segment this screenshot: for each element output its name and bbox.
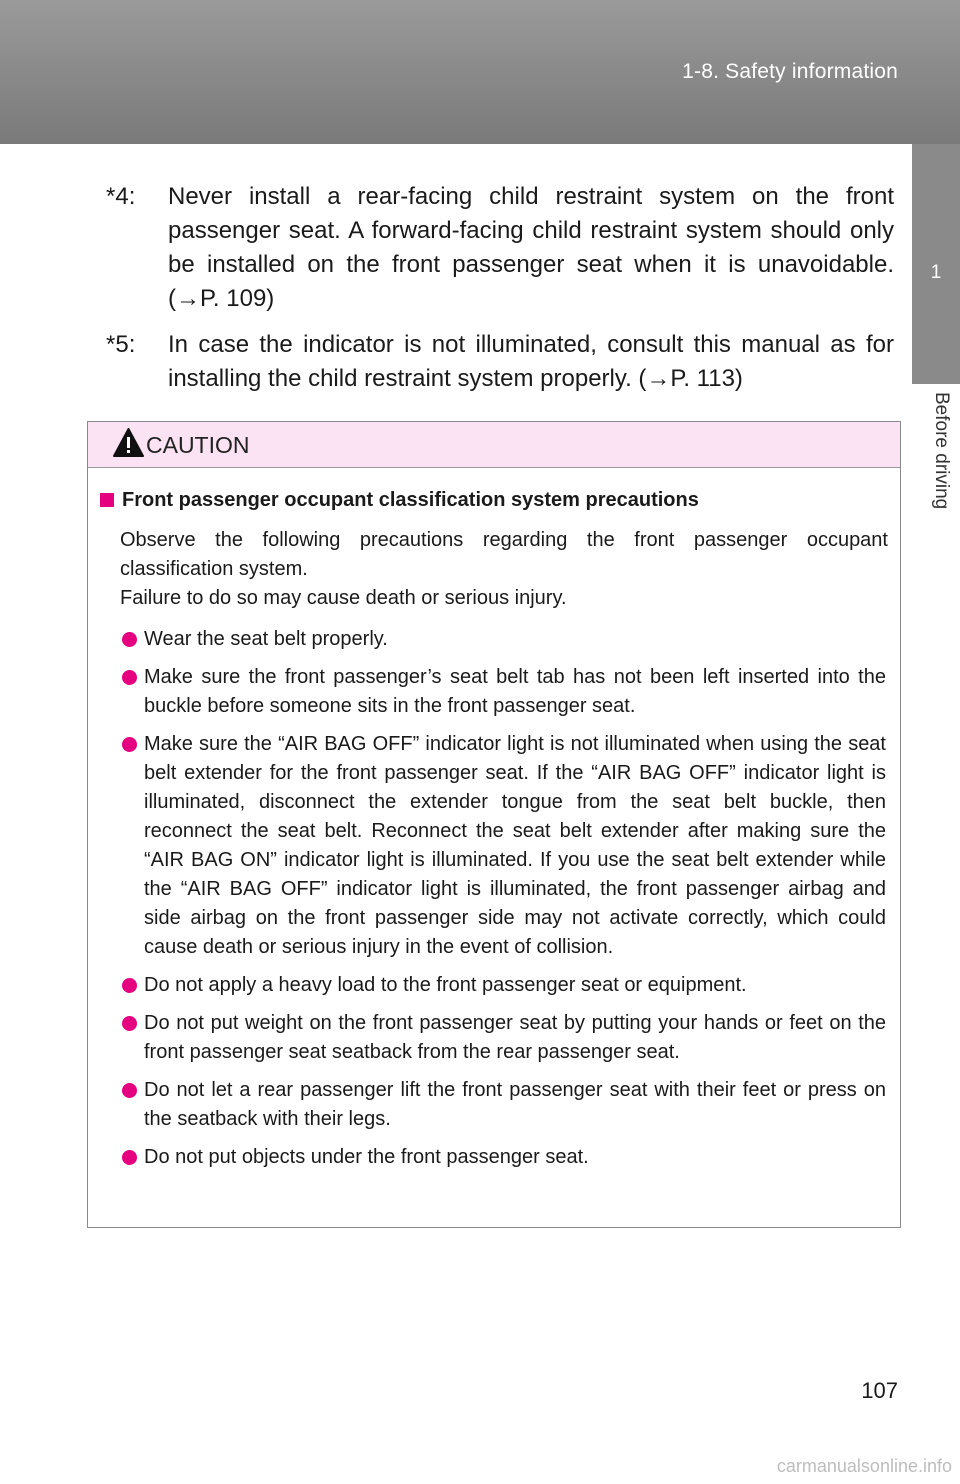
section-title: 1-8. Safety information [682,60,898,83]
bullet-text: Make sure the “AIR BAG OFF” indicator light is not illuminated when using the seat belt extender for the front passenger seat. If the “AIR BAG OFF” indicator light is illuminated, disconnect the extender tongue from the seat belt buckle, then reconnect the seat belt. Reconnect the seat belt extender after making sure the “AIR BAG ON” indicator light is illuminated. If you use the seat belt extender while the “AIR BAG OFF” indicator light is illuminated, the front passenger airbag and side airbag on the front passenger side may not activate correctly, which could cause death or serious injury in the event of collision. [144,733,886,958]
dot-icon [122,670,137,685]
square-icon [100,493,114,507]
caution-intro-line: Observe the following precautions regarding the front passenger occupant classification system. [120,529,888,580]
warning-triangle-icon [112,427,145,458]
caution-box [87,421,901,1228]
dot-icon [122,1083,137,1098]
caution-intro [120,526,888,613]
dot-icon [122,1016,137,1031]
bullet-text: Wear the seat belt properly. [144,628,388,650]
footnote [106,328,894,396]
bullet-text: Do not apply a heavy load to the front passenger seat or equipment. [144,974,747,996]
bullet-item [100,1076,888,1134]
bullet-text: Do not let a rear passenger lift the front passenger seat with their feet or press on the seatback with their legs. [144,1079,886,1130]
caution-bullets [100,625,888,1172]
footnote-text: In case the indicator is not illuminated, consult this manual as for installing the child restraint system properly. (→P. 113) [168,331,894,392]
footnote [106,180,894,316]
bullet-text: Do not put weight on the front passenger seat by putting your hands or feet on the front passenger seat seatback from the rear passenger seat. [144,1012,886,1063]
bullet-item [100,625,888,654]
chapter-label: Before driving [931,392,952,510]
dot-icon [122,1150,137,1165]
section-heading [100,486,888,514]
bullet-item [100,971,888,1000]
bullet-item [100,730,888,962]
dot-icon [122,978,137,993]
bullet-text: Make sure the front passenger’s seat belt tab has not been left inserted into the buckle before someone sits in the front passenger seat. [144,666,886,717]
bullet-item [100,1009,888,1067]
footnote-marker: *5: [106,331,136,358]
page-number: 107 [861,1378,898,1403]
caution-body [88,468,900,1172]
caution-intro-line: Failure to do so may cause death or serious injury. [120,587,567,609]
section-heading-text: Front passenger occupant classification system precautions [122,489,699,511]
bullet-item [100,663,888,721]
header-band [0,0,960,144]
footnote-text: Never install a rear-facing child restraint system on the front passenger seat. A forward-facing child restraint system should only be installed on the front passenger seat when it is unavoidable. (→P. 109) [168,183,894,312]
caution-header [88,422,900,468]
bullet-item [100,1143,888,1172]
chapter-number: 1 [930,262,942,283]
footnotes [106,180,894,408]
caution-title: CAUTION [146,432,250,458]
bullet-text: Do not put objects under the front passenger seat. [144,1146,589,1168]
footnote-marker: *4: [106,183,136,210]
watermark: carmanualsonline.info [776,1456,952,1476]
dot-icon [122,737,137,752]
dot-icon [122,632,137,647]
